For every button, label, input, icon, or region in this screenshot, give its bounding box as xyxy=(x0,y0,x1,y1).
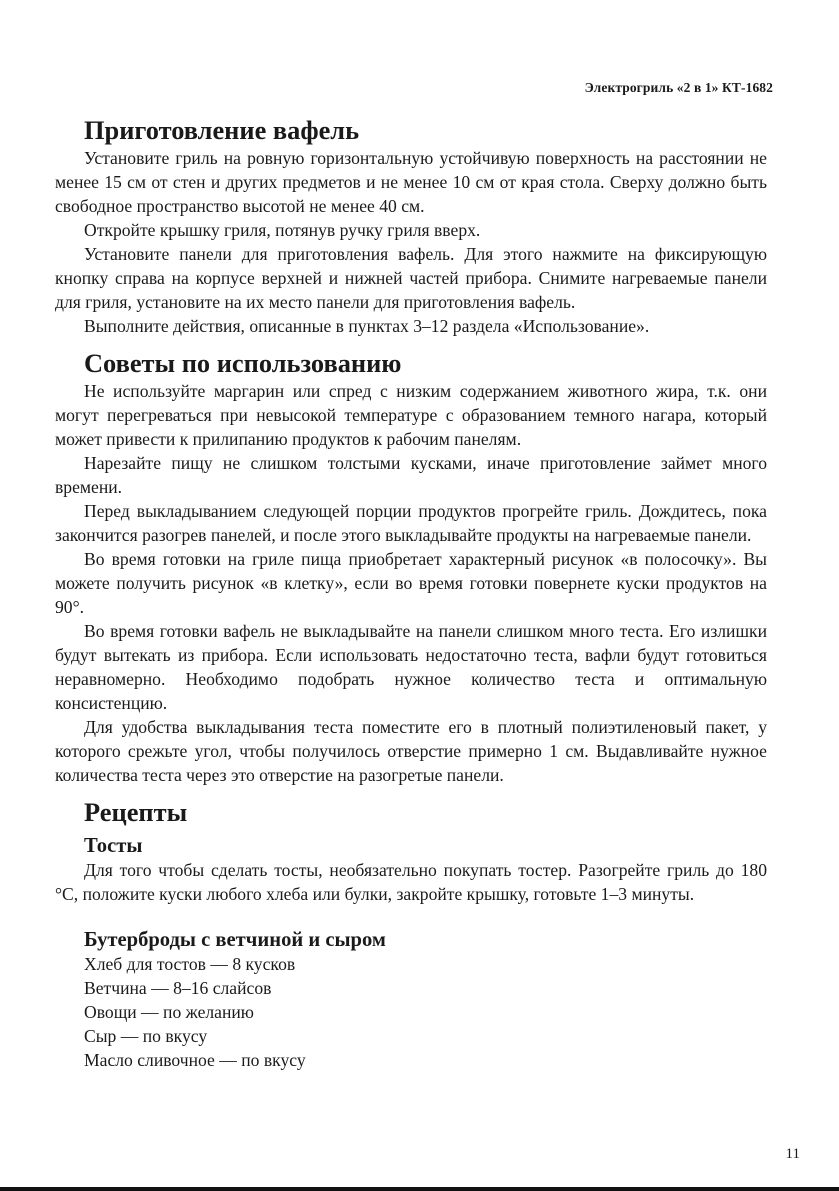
paragraph: Для удобства выкладывания теста поместите его в плотный полиэтиленовый пакет, у которого срежьте угол, чтобы получилось отверстие примерно 1 см. Выдавливайте нужное количества теста через это отверстие на разогретые панели. xyxy=(55,717,767,785)
ingredient-item: Масло сливочное — по вкусу xyxy=(84,1050,306,1070)
ingredient-item: Овощи — по желанию xyxy=(84,1002,254,1022)
paragraph: Откройте крышку гриля, потянув ручку гриля вверх. xyxy=(84,220,481,240)
section-heading-waffles: Приготовление вафель xyxy=(84,115,360,145)
paragraph: Во время готовки на гриле пища приобретает характерный рисунок «в полосочку». Вы можете получить рисунок «в клетку», если во время готовки повернете куски продуктов на 90°. xyxy=(55,549,767,617)
paragraph: Не используйте маргарин или спред с низким содержанием животного жира, т.к. они могут перегреваться при невысокой температуре с образованием темного нагара, который может привести к прилипанию продуктов к рабочим панелям. xyxy=(55,381,767,449)
ingredient-item: Хлеб для тостов — 8 кусков xyxy=(84,954,296,974)
page-number: 11 xyxy=(785,1146,800,1162)
paragraph: Установите гриль на ровную горизонтальную устойчивую поверхность на расстоянии не менее 15 см от стен и других предметов и не менее 10 см от края стола. Сверху должно быть свободное пространство высотой не менее 40 см. xyxy=(55,148,767,216)
recipe-title-toasts: Тосты xyxy=(84,835,143,857)
page-content xyxy=(55,115,767,1072)
paragraph: Выполните действия, описанные в пунктах 3–12 раздела «Использование». xyxy=(84,316,650,336)
ingredient-item: Сыр — по вкусу xyxy=(84,1026,208,1046)
section-heading-tips: Советы по использованию xyxy=(84,348,402,378)
paragraph: Во время готовки вафель не выкладывайте на панели слишком много теста. Его излишки будут вытекать из прибора. Если использовать недостаточно теста, вафли будут готовиться неравномерно. Необходимо подобрать нужное количество теста и оптимальную консистенцию. xyxy=(55,621,767,713)
paragraph: Для того чтобы сделать тосты, необязательно покупать тостер. Разогрейте гриль до 180 °С, положите куски любого хлеба или булки, закройте крышку, готовьте 1–3 минуты. xyxy=(55,860,767,904)
ingredient-list xyxy=(55,952,767,1072)
bottom-rule xyxy=(0,1187,839,1191)
recipe-title-sandwiches: Бутерброды с ветчиной и сыром xyxy=(84,929,386,951)
running-header: Электрогриль «2 в 1» КТ-1682 xyxy=(584,80,773,95)
paragraph: Нарезайте пищу не слишком толстыми кусками, иначе приготовление займет много времени. xyxy=(55,453,767,497)
paragraph: Перед выкладыванием следующей порции продуктов прогрейте гриль. Дождитесь, пока закончится разогрев панелей, и после этого выкладывайте продукты на нагреваемые панели. xyxy=(55,501,767,545)
section-heading-recipes: Рецепты xyxy=(84,797,188,827)
ingredient-item: Ветчина — 8–16 слайсов xyxy=(84,978,272,998)
paragraph: Установите панели для приготовления вафель. Для этого нажмите на фиксирующую кнопку справа на корпусе верхней и нижней частей прибора. Снимите нагреваемые панели для гриля, установите на их место панели для приготовления вафель. xyxy=(55,244,767,312)
